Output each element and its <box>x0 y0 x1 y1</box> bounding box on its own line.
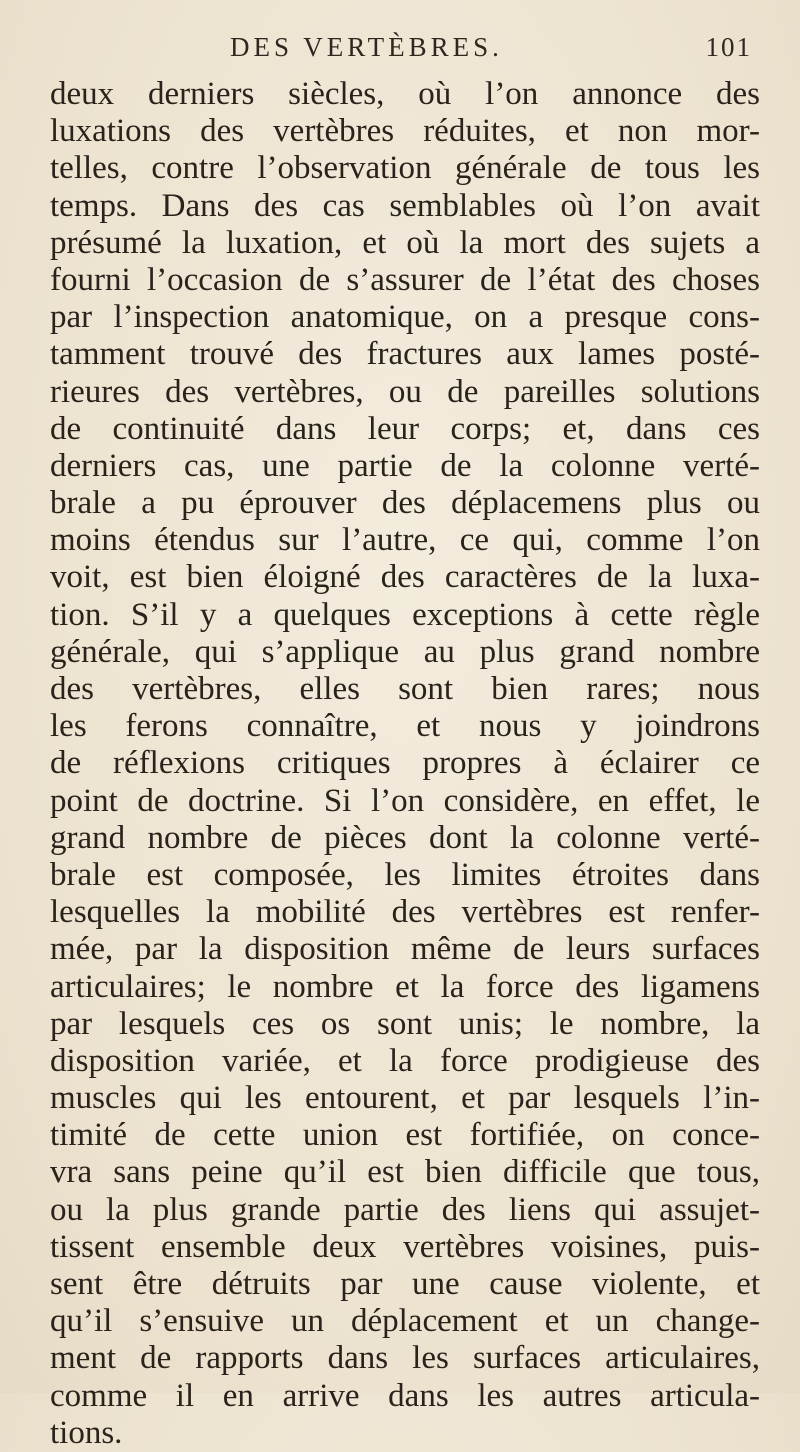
text-line: moins étendus sur l’autre, ce qui, comme l’on <box>50 522 760 559</box>
text-line: présumé la luxation, et où la mort des sujets a <box>50 224 760 261</box>
text-line: ment de rapports dans les surfaces articulaires, <box>50 1340 760 1377</box>
text-line: sent être détruits par une cause violente, et <box>50 1266 760 1302</box>
text-line: luxations des vertèbres réduites, et non mor- <box>50 113 760 150</box>
text-line: les ferons connaître, et nous y joindrons <box>50 708 760 745</box>
text-line: voit, est bien éloigné des caractères de la luxa- <box>50 559 760 596</box>
body-text <box>50 76 760 1452</box>
page-number: 101 <box>705 32 752 62</box>
text-line: deux derniers siècles, où l’on annonce des <box>50 76 760 112</box>
text-line: brale est composée, les limites étroites dans <box>50 856 760 893</box>
text-line: ou la plus grande partie des liens qui assujet- <box>50 1191 760 1228</box>
text-line: temps. Dans des cas semblables où l’on avait <box>50 187 760 224</box>
text-line: rieures des vertèbres, ou de pareilles solutions <box>50 373 760 410</box>
running-head <box>50 22 760 82</box>
text-line: timité de cette union est fortifiée, on conce- <box>50 1117 760 1154</box>
text-line-last: tions. <box>50 1414 123 1451</box>
text-line: grand nombre de pièces dont la colonne verté- <box>50 819 760 856</box>
text-line: muscles qui les entourent, et par lesquels l’in- <box>50 1080 760 1117</box>
text-line: lesquelles la mobilité des vertèbres est renfer- <box>50 894 760 931</box>
text-line: générale, qui s’applique au plus grand nombre <box>50 633 760 670</box>
text-line: point de doctrine. Si l’on considère, en effet, le <box>50 782 760 819</box>
text-line: de réflexions critiques propres à éclairer ce <box>50 745 760 782</box>
text-line: mée, par la disposition même de leurs surfaces <box>50 931 760 968</box>
text-line: tion. S’il y a quelques exceptions à cette règle <box>50 596 760 633</box>
text-line: telles, contre l’observation générale de tous les <box>50 150 760 187</box>
text-line: brale a pu éprouver des déplacemens plus ou <box>50 485 760 522</box>
text-line: articulaires; le nombre et la force des ligamens <box>50 968 760 1005</box>
running-title: DES VERTÈBRES. <box>230 32 503 62</box>
text-line: par lesquels ces os sont unis; le nombre, la <box>50 1005 760 1042</box>
text-line: disposition variée, et la force prodigieuse des <box>50 1042 760 1079</box>
text-line: qu’il s’ensuive un déplacement et un change- <box>50 1303 760 1340</box>
text-line: de continuité dans leur corps; et, dans ces <box>50 410 760 447</box>
text-line: tissent ensemble deux vertèbres voisines, puis- <box>50 1228 760 1265</box>
text-line: par l’inspection anatomique, on a presque cons- <box>50 299 760 336</box>
text-line: des vertèbres, elles sont bien rares; nous <box>50 671 760 707</box>
text-line: tamment trouvé des fractures aux lames posté- <box>50 336 760 373</box>
text-line: derniers cas, une partie de la colonne verté- <box>50 447 760 484</box>
text-line: fourni l’occasion de s’assurer de l’état des choses <box>50 261 760 298</box>
text-line: vra sans peine qu’il est bien difficile que tous, <box>50 1154 760 1191</box>
text-line: comme il en arrive dans les autres articula- <box>50 1377 760 1414</box>
